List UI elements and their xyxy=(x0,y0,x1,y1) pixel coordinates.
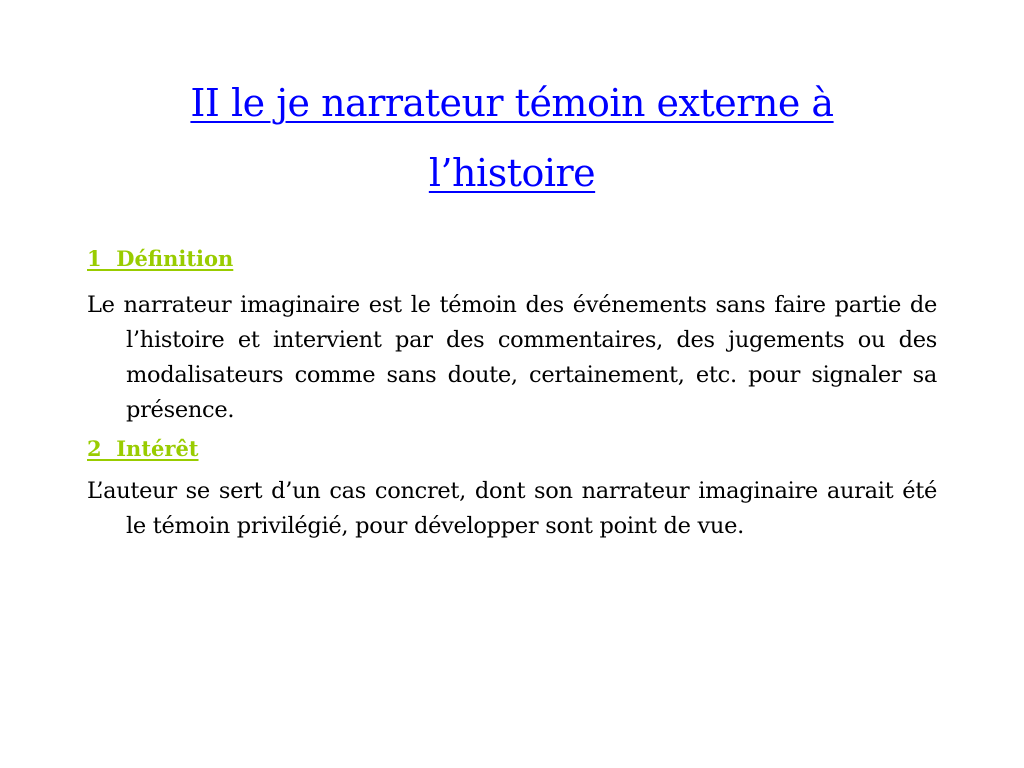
slide-title-line-1: II le je narrateur témoin externe à xyxy=(190,81,834,125)
slide-title-line-2: l’histoire xyxy=(428,151,596,195)
definition-paragraph: Le narrateur imaginaire est le témoin des événements sans faire partie de l’histoire et intervient par des commentaires, des jugements ou des modalisateurs comme sans doute, certainement, etc. pour signaler sa présence. xyxy=(87,292,937,423)
interet-paragraph: L’auteur se sert d’un cas concret, dont son narrateur imaginaire aurait été le témoin privilégié, pour développer sont point de vue. xyxy=(87,478,937,539)
section-heading-interet: 2 Intérêt xyxy=(87,436,199,461)
section-heading-definition: 1 Définition xyxy=(87,246,234,271)
slide-title xyxy=(112,68,912,208)
